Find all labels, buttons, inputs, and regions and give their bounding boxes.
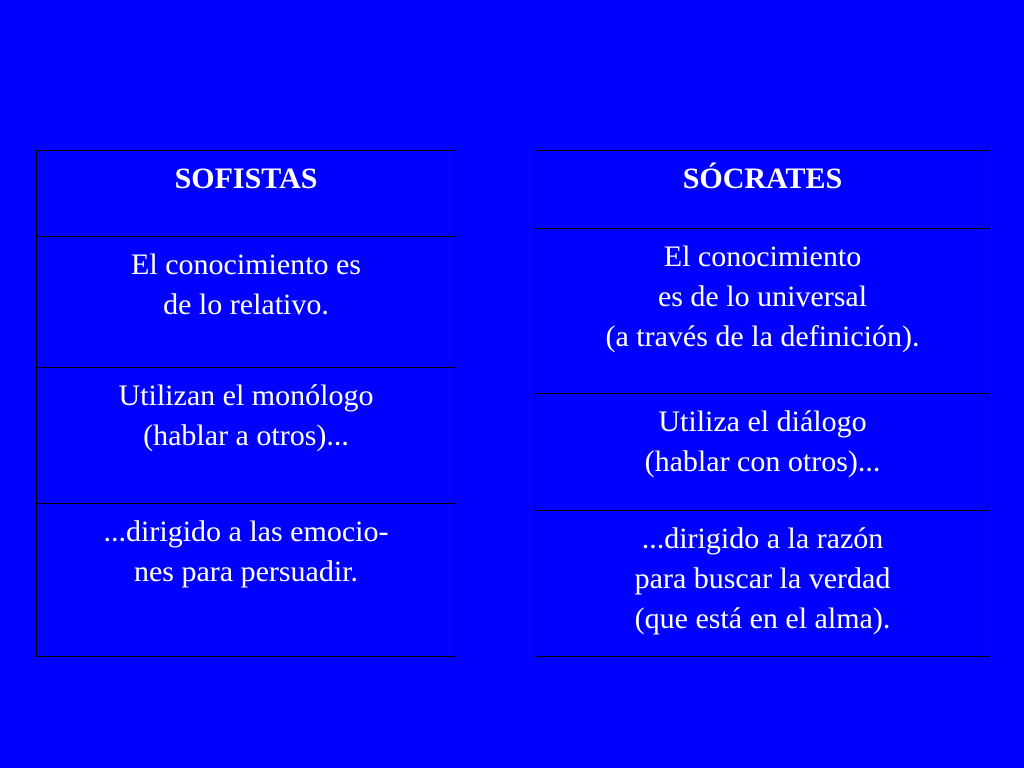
sofistas-header — [37, 151, 455, 237]
socrates-column — [535, 150, 990, 657]
socrates-header-text: SÓCRATES — [682, 162, 843, 195]
sofistas-header-text: SOFISTAS — [174, 162, 318, 195]
socrates-knowledge-line-3: (a través de la definición). — [605, 320, 920, 353]
socrates-knowledge-line-2: es de lo universal — [657, 280, 868, 313]
sofistas-column — [36, 150, 456, 657]
socrates-method-cell — [536, 393, 989, 511]
sofistas-knowledge-cell — [37, 236, 455, 368]
sofistas-aim-line-1: ...dirigido a las emocio- — [103, 515, 389, 548]
sofistas-method-line-2: (hablar a otros)... — [143, 419, 349, 452]
sofistas-method-line-1: Utilizan el monólogo — [118, 379, 374, 412]
sofistas-aim-line-2: nes para persuadir. — [133, 555, 359, 588]
socrates-aim-line-2: para buscar la verdad — [634, 562, 891, 595]
sofistas-aim-cell — [37, 503, 455, 657]
socrates-aim-cell — [536, 510, 989, 657]
socrates-method-line-2: (hablar con otros)... — [644, 445, 881, 478]
socrates-knowledge-line-1: El conocimiento — [663, 240, 862, 273]
socrates-knowledge-cell — [536, 228, 989, 394]
socrates-header — [536, 151, 989, 229]
socrates-method-line-1: Utiliza el diálogo — [658, 405, 867, 438]
sofistas-knowledge-line-1: El conocimiento es — [131, 248, 361, 281]
sofistas-knowledge-line-2: de lo relativo. — [163, 288, 329, 321]
sofistas-method-cell — [37, 367, 455, 504]
socrates-aim-line-1: ...dirigido a la razón — [641, 522, 884, 555]
socrates-aim-line-3: (que está en el alma). — [634, 602, 891, 635]
